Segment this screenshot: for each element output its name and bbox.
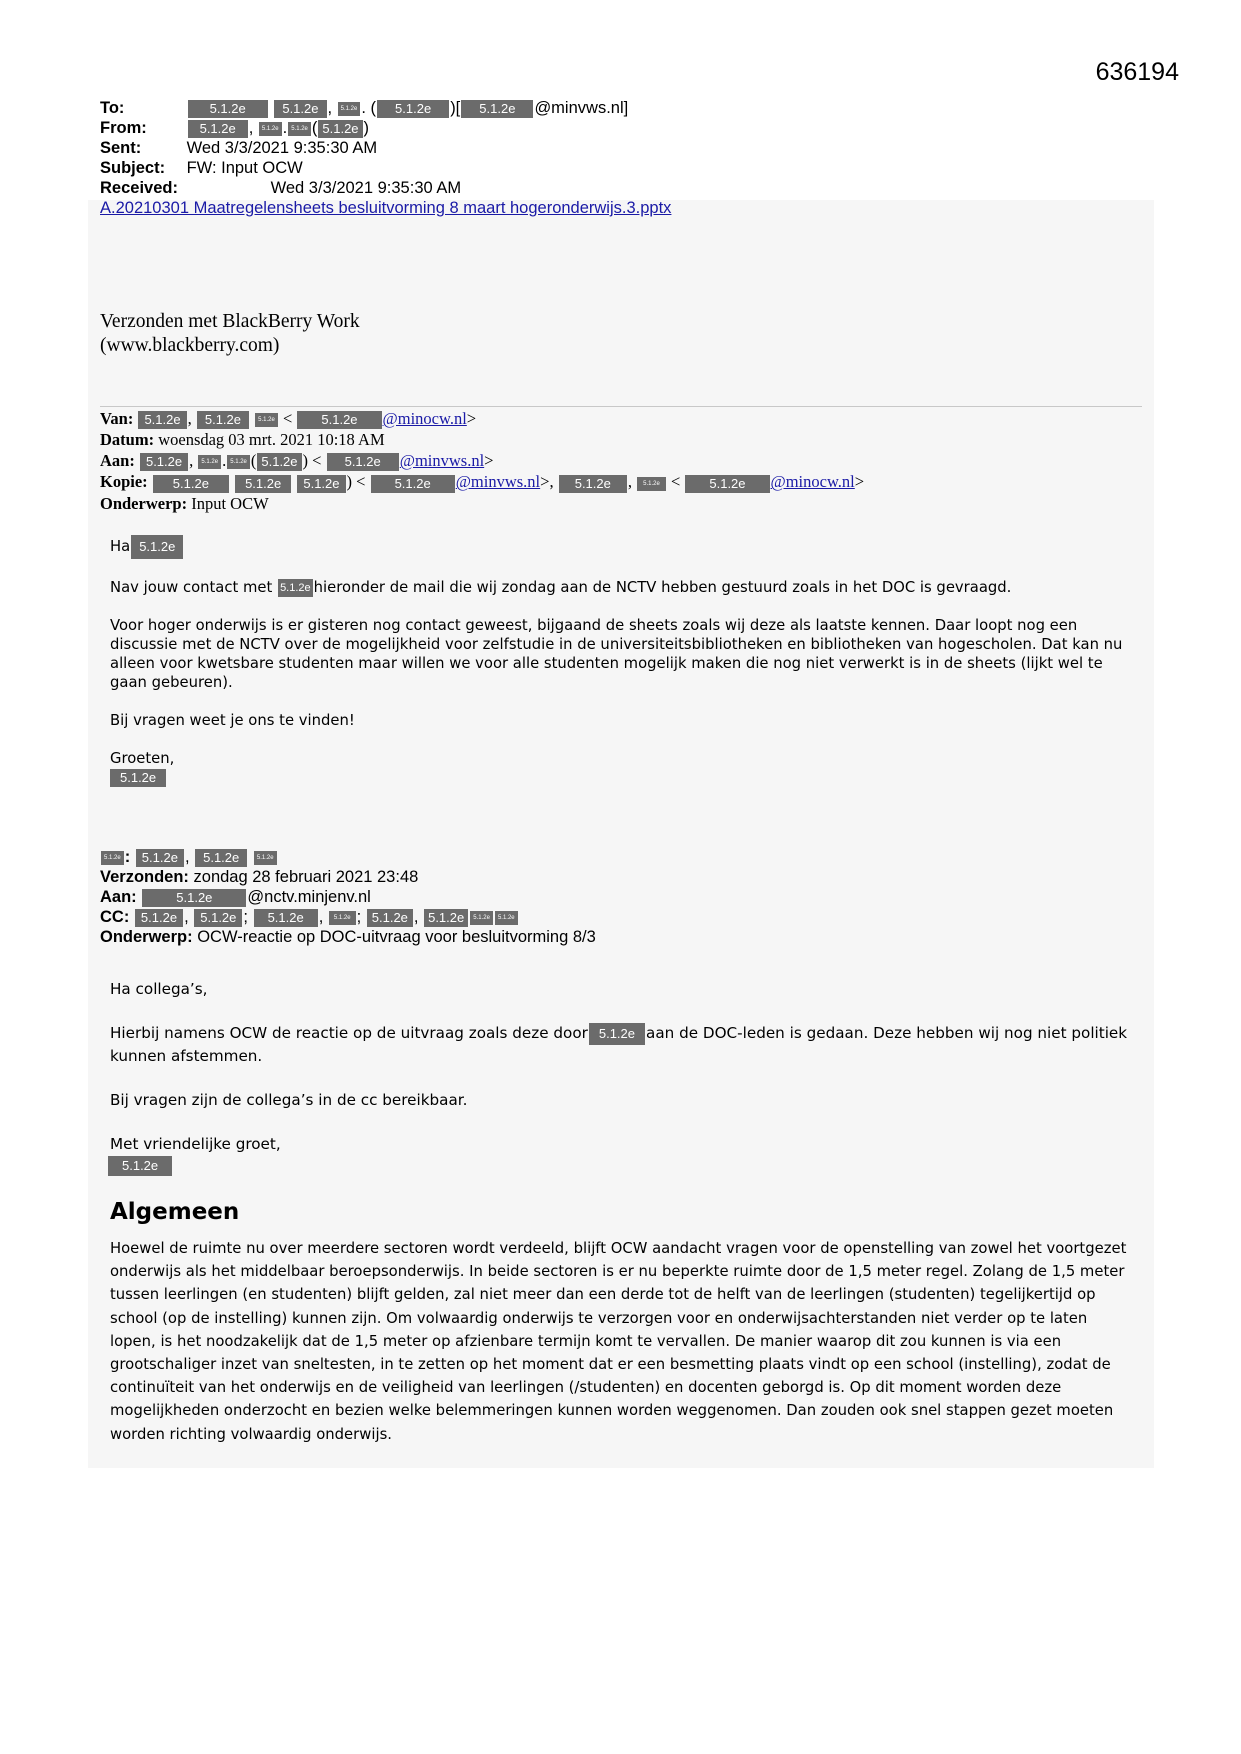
redaction: 5.1.2e [274, 100, 326, 118]
datum-row [100, 429, 864, 450]
redaction: 5.1.2e [495, 911, 518, 925]
forwarded-header [100, 408, 864, 514]
onderwerp-value: Input OCW [191, 493, 269, 513]
redaction: 5.1.2e [131, 535, 183, 559]
signature-line-1: Verzonden met BlackBerry Work [100, 311, 360, 332]
to-label: To: [100, 99, 125, 117]
redaction: 5.1.2e [135, 909, 183, 927]
van-label: Van: [100, 409, 134, 428]
redaction: 5.1.2e [559, 475, 627, 493]
original-header [100, 847, 596, 947]
kopie-email-2[interactable]: @minocw.nl [770, 472, 855, 492]
redaction: 5.1.2e [110, 769, 166, 787]
redaction: 5.1.2e [188, 100, 268, 118]
from-row: From: 5.1.2e , 5.1.2e . 5.1.2e ( 5.1.2e ) [100, 119, 370, 137]
redaction: 5.1.2e [195, 849, 247, 867]
kopie-row: Kopie: 5.1.2e 5.1.2e 5.1.2e ) < 5.1.2e @minvws.nl>, 5.1.2e , 5.1.2e < 5.1.2e @minocw.nl> [100, 472, 865, 492]
paragraph-text: Nav jouw contact met [110, 579, 273, 596]
closing: Groeten, [110, 750, 175, 767]
redaction: 5.1.2e [297, 411, 381, 429]
greeting-text: Ha [110, 538, 131, 555]
redaction: 5.1.2e [108, 1156, 172, 1176]
aan-label: Aan: [100, 451, 135, 471]
paragraph [110, 578, 1140, 597]
redaction: 5.1.2e [254, 851, 277, 865]
aan-label: Aan: [100, 888, 137, 906]
redaction: 5.1.2e [297, 475, 345, 493]
subject-row [100, 158, 671, 178]
attachment-row [100, 198, 671, 218]
cc-label: CC: [100, 908, 130, 926]
received-row [100, 178, 671, 198]
redaction: 5.1.2e [227, 455, 250, 469]
redaction: 5.1.2e [259, 122, 282, 136]
sent-label: Sent: [100, 139, 142, 157]
from-label: From: [100, 119, 147, 137]
paragraph [110, 1022, 1140, 1067]
paragraph: Bij vragen zijn de collega’s in de cc bereikbaar. [110, 1090, 468, 1109]
document-number: 636194 [1095, 58, 1179, 86]
redaction: 5.1.2e [254, 909, 318, 927]
from-row: 5.1.2e : 5.1.2e , 5.1.2e 5.1.2e [100, 847, 596, 867]
paragraph: Voor hoger onderwijs is er gisteren nog contact geweest, bijgaand de sheets zoals wij deze als laatste kennen. Daar loopt nog een discussie met de NCTV over de mogelijkheid voor zelfstudie in de universiteitsbibliotheken en bibliotheken van hogescholen. Dat kan nu alleen voor kwetsbare studenten maar willen we voor alle studenten mogelijk maken die nog niet verwerkt is in de sheets (lijkt wel te gaan gebeuren). [110, 617, 1123, 691]
redaction: 5.1.2e [329, 911, 356, 925]
paragraph-text: aan de DOC-leden is gedaan. Deze hebben wij nog niet politiek kunnen afstemmen. [110, 1024, 1128, 1065]
redaction: 5.1.2e [461, 100, 533, 118]
redaction: 5.1.2e [101, 851, 124, 865]
received-label: Received: [100, 179, 178, 197]
onderwerp-value: OCW-reactie op DOC-uitvraag voor besluitvorming 8/3 [197, 928, 596, 946]
redaction: 5.1.2e [367, 909, 413, 927]
aan-email[interactable]: @minvws.nl [399, 451, 485, 471]
redaction: 5.1.2e [589, 1023, 645, 1045]
redaction: 5.1.2e [685, 475, 769, 493]
email-header [100, 98, 671, 218]
signature-line-2: (www.blackberry.com) [100, 335, 280, 356]
redaction: 5.1.2e [235, 475, 291, 493]
sent-value: Wed 3/3/2021 9:35:30 AM [186, 139, 378, 157]
divider [100, 406, 1142, 407]
section-title: Algemeen [110, 1199, 240, 1225]
redaction: 5.1.2e [318, 120, 362, 138]
redaction: 5.1.2e [136, 849, 184, 867]
redaction: 5.1.2e [637, 477, 666, 491]
closing: Met vriendelijke groet, [110, 1134, 281, 1153]
van-row: Van: 5.1.2e , 5.1.2e 5.1.2e < 5.1.2e @minocw.nl> [100, 409, 477, 428]
section-body: Hoewel de ruimte nu over meerdere sectoren wordt verdeeld, blijft OCW aandacht vragen voor de openstelling van zowel het voortgezet onderwijs als het middelbaar beroepsonderwijs. In beide sectoren is er nu beperkte ruimte door de 1,5 meter regel. Zolang de 1,5 meter tussen leerlingen (en studenten) blijft gelden, zal niet meer dan een derde tot de helft van de leerlingen (studenten) tegelijkertijd op school (op de instelling) kunnen zijn. Om volwaardig onderwijs te verzorgen voor en onderwijsachterstanden niet verder op te laten lopen, is het noodzakelijk dat de 1,5 meter op afzienbare termijn komt te vervallen. De manier waarop dit zou kunnen is via een grootschaliger inzet van sneltesten, in te zetten op het moment dat er een besmetting plaats vindt op een school (instelling), zodat de continuïteit van het onderwijs en de veiligheid van leerlingen (/studenten) en docenten geborgd is. Op dit moment worden deze mogelijkheden onderzocht en bezien welke belemmeringen kunnen worden weggenomen. Dan zouden ook snel stappen gezet moeten worden richting volwaardig onderwijs. [110, 1240, 1127, 1443]
attachment-link[interactable]: A.20210301 Maatregelensheets besluitvorming 8 maart hogeronderwijs.3.pptx [100, 199, 672, 217]
cc-row: CC: 5.1.2e , 5.1.2e ; 5.1.2e , 5.1.2e ; 5.1.2e , 5.1.2e 5.1.2e 5.1.2e [100, 907, 596, 927]
aan-email: @nctv.minjenv.nl [247, 888, 371, 906]
message-1-body [110, 535, 1140, 787]
kopie-label: Kopie: [100, 472, 148, 492]
kopie-email-1[interactable]: @minvws.nl [455, 472, 541, 492]
redaction: 5.1.2e [188, 120, 248, 138]
message-2-body [110, 978, 1140, 1177]
onderwerp-label: Onderwerp: [100, 928, 193, 946]
redaction: 5.1.2e [377, 100, 449, 118]
to-email-domain: @minvws.nl] [534, 99, 629, 117]
redaction: 5.1.2e [138, 411, 186, 429]
redaction: 5.1.2e [327, 453, 399, 471]
paragraph-text: Hierbij namens OCW de reactie op de uitvraag zoals deze door [110, 1024, 588, 1042]
redaction: 5.1.2e [278, 579, 313, 597]
aan-row: Aan: 5.1.2e , 5.1.2e . 5.1.2e ( 5.1.2e ) < 5.1.2e @minvws.nl> [100, 451, 494, 471]
sent-row [100, 138, 671, 158]
verzonden-row [100, 867, 596, 887]
redaction: 5.1.2e [198, 455, 221, 469]
redaction: 5.1.2e [153, 475, 229, 493]
van-email[interactable]: @minocw.nl [382, 409, 467, 428]
redaction: 5.1.2e [470, 911, 493, 925]
redaction: 5.1.2e [257, 453, 301, 471]
datum-value: woensdag 03 mrt. 2021 10:18 AM [158, 430, 385, 450]
to-row: To: 5.1.2e 5.1.2e , 5.1.2e . ( 5.1.2e )[ 5.1.2e @minvws.nl] [100, 99, 629, 117]
redaction: 5.1.2e [371, 475, 455, 493]
subject-label: Subject: [100, 159, 166, 177]
datum-label: Datum: [100, 430, 155, 450]
redaction: 5.1.2e [255, 413, 278, 427]
onderwerp-row [100, 927, 596, 947]
redaction: 5.1.2e [140, 453, 188, 471]
redaction: 5.1.2e [194, 909, 242, 927]
aan-row [100, 887, 596, 907]
redaction: 5.1.2e [288, 122, 311, 136]
paragraph-text: hieronder de mail die wij zondag aan de NCTV hebben gestuurd zoals in het DOC is gevraagd. [313, 579, 1012, 596]
received-value: Wed 3/3/2021 9:35:30 AM [270, 179, 462, 197]
redaction: 5.1.2e [142, 889, 246, 907]
onderwerp-row [100, 493, 864, 514]
redaction: 5.1.2e [197, 411, 249, 429]
blackberry-signature [100, 310, 360, 358]
redaction: 5.1.2e [338, 102, 361, 116]
greeting: Ha collega’s, [110, 980, 208, 998]
subject-value: FW: Input OCW [186, 159, 303, 177]
onderwerp-label: Onderwerp: [100, 493, 188, 513]
paragraph: Bij vragen weet je ons te vinden! [110, 712, 355, 729]
redaction: 5.1.2e [424, 909, 468, 927]
verzonden-label: Verzonden: [100, 868, 189, 886]
greeting [110, 535, 1140, 559]
verzonden-value: zondag 28 februari 2021 23:48 [193, 868, 419, 886]
